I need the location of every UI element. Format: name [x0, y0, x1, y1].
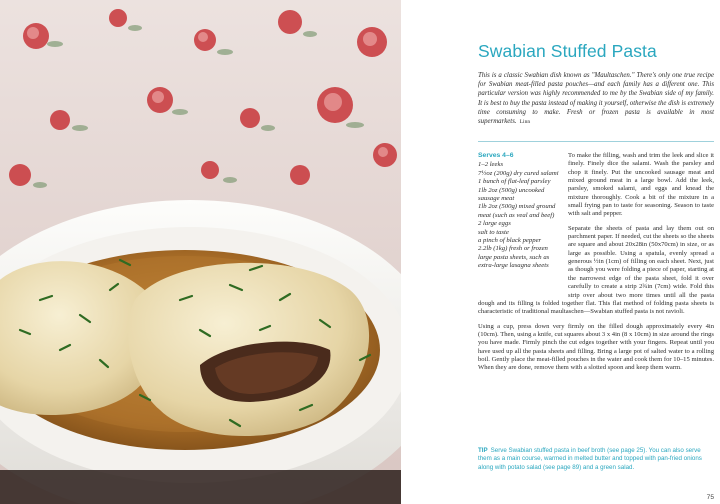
recipe-intro	[478, 71, 714, 127]
recipe-page	[401, 0, 720, 504]
ingredient-item: 1 bunch of flat-leaf parsley	[478, 178, 551, 186]
section-divider	[478, 141, 714, 142]
intro-signature: Linn	[519, 119, 531, 126]
ingredient-item: salt to taste	[478, 228, 509, 236]
ingredient-item: 2 large eggs	[478, 220, 511, 228]
ingredient-item: 1lb 2oz (500g) uncooked sausage meat	[478, 186, 545, 203]
tip-text: Serve Swabian stuffed pasta in beef broth (see page 25). You can also serve them as a main course, warmed in melted butter and topped with pan-fried onions along with potato salad (see page 89) and a green salad.	[478, 447, 702, 471]
method-text	[478, 152, 714, 379]
recipe-tip	[478, 447, 714, 472]
ingredient-item: a pinch of black pepper	[478, 237, 542, 245]
method-step: Using a cup, press down very firmly on the filled dough approximately every 4in (10cm). Then, using a knife, cut squares about 3 x 4in (8 x 10cm) in size around the rings you have made. Firmly pinch the cut edges together with your fingers. Repeat until you have used up all the pasta sheets and filling. Bring a large pot of salted water to a rolling boil. Gently place the meat-filled pouches in the water and cook them for 10–15 minutes. When they are done, remove them with a slotted spoon and keep them warm.	[478, 322, 714, 372]
ingredients-spacer	[478, 152, 568, 298]
method-step: Separate the sheets of pasta and lay them out on parchment paper. If needed, cut the sheets so the sheets are square and about 20x28in (50x70cm) in size, or as large as possible. Using a spatula, evenly spread a generous ½in (1cm) of filling on each sheet. Next, just as though you were folding a piece of paper, starting at the narrowest edge of the pasta sheet, fold it over carefully to create a strip 2¾in (7cm) wide. Fold this strip over about two more times until all the pasta dough and its filling is folded together flat. This flat method of folding pasta sheets is characteristic of traditional maultaschen—Swabian stuffed pasta is not ravioli.	[478, 224, 714, 316]
method-step: To make the filling, wash and trim the leek and slice it finely. Finely dice the salami. Wash the parsley and chop it finely. Put the uncooked sausage meat and mixed ground meat in a large bowl. Add the leek, parsley, smoked salami, and eggs and knead the mixture thoroughly. Cook a bit of the mixture in a small frying pan to taste for seasoning. Season to taste with salt and pepper.	[568, 152, 714, 218]
serves-heading: Serves 4–6	[478, 152, 514, 159]
ingredient-item: 1lb 2oz (500g) mixed ground meat (such as veal and beef)	[478, 203, 556, 219]
ingredient-item: 1–2 leeks	[478, 161, 504, 169]
ingredient-item: 2.2lb (1kg) fresh or frozen large pasta sheets, such as extra-large lasagna sheets	[478, 245, 550, 270]
page-number: 75	[706, 494, 714, 501]
intro-text: This is a classic Swabian dish known as "Maultaschen." There's only one true recipe for Swabian meat-filled pasta pouches—and each family has a different one. This particular version was highly recommended to me by the Swabian side of my family. It is best to buy the pasta instead of making it yourself, otherwise the dish is extremely time consuming to make. Fresh or frozen pasta is available in most supermarkets.	[478, 72, 714, 126]
tip-label: TIP	[478, 447, 488, 454]
ingredient-item: 7½oz (200g) dry cured salami	[478, 169, 559, 177]
recipe-title: Swabian Stuffed Pasta	[478, 41, 657, 61]
